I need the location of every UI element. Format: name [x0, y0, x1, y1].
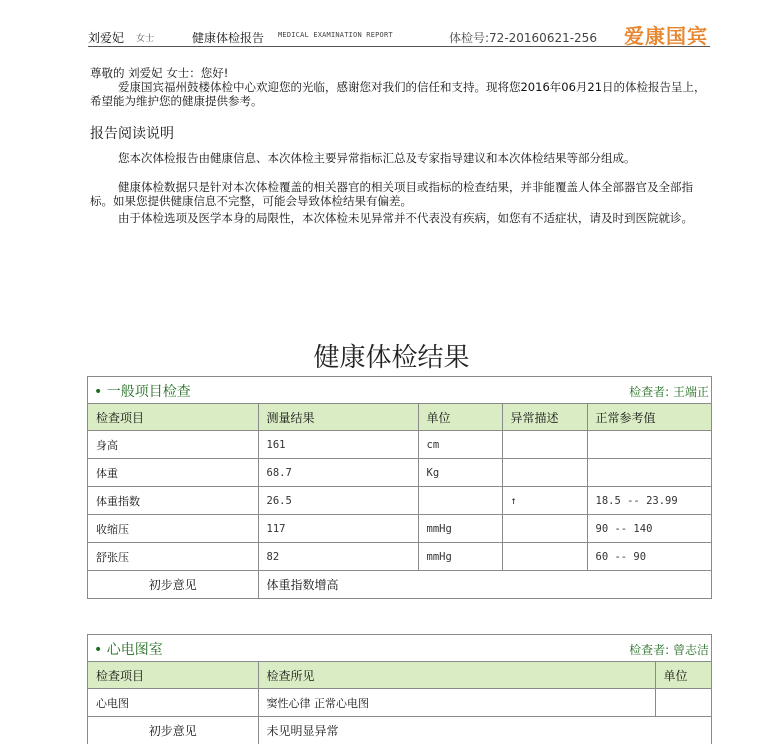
column-header: 检查所见	[258, 662, 655, 689]
results-title: 健康体检结果	[313, 343, 470, 373]
unit	[418, 487, 502, 515]
report-title: 健康体检报告	[192, 31, 265, 45]
measured-value: 82	[258, 543, 418, 571]
unit: Kg	[418, 459, 502, 487]
general-exam-header	[88, 377, 711, 404]
reading-paragraph-2: 健康体检数据只是针对本次体检覆盖的相关器官的相关项目或指标的检查结果，并非能覆盖人体全部器官及全部指标。如果您提供健康信息不完整，可能会导致体检结果有偏差。	[90, 180, 693, 208]
abnormal-flag	[502, 431, 587, 459]
finding: 窦性心律 正常心电图	[258, 689, 655, 717]
abnormal-flag	[502, 543, 587, 571]
ecg-title: • 心电图室	[94, 642, 163, 658]
measured-value: 117	[258, 515, 418, 543]
item-name: 体重	[88, 459, 258, 487]
summary-text: 体重指数增高	[258, 571, 711, 599]
table-row	[88, 689, 711, 717]
unit: mmHg	[418, 543, 502, 571]
brand-logo: 爱康国宾	[624, 24, 708, 48]
table-header-row	[88, 662, 711, 689]
reading-title: 报告阅读说明	[90, 126, 174, 142]
summary-label: 初步意见	[88, 717, 258, 745]
table-row	[88, 431, 711, 459]
table-row	[88, 515, 711, 543]
column-header: 检查项目	[88, 662, 258, 689]
item-name: 心电图	[88, 689, 258, 717]
ecg-table	[88, 662, 711, 744]
item-name: 体重指数	[88, 487, 258, 515]
measured-value: 161	[258, 431, 418, 459]
column-header: 正常参考值	[587, 404, 711, 431]
abnormal-flag	[502, 515, 587, 543]
report-title-en: MEDICAL EXAMINATION REPORT	[278, 31, 393, 39]
greeting-body: 爱康国宾福州鼓楼体检中心欢迎您的光临，感谢您对我们的信任和支持。现将您2016年06月21日的体检报告呈上，希望能为维护您的健康提供参考。	[90, 80, 706, 108]
reference-range: 18.5 -- 23.99	[587, 487, 711, 515]
patient-name: 刘爱妃	[88, 31, 125, 45]
reference-range: 60 -- 90	[587, 543, 711, 571]
table-header-row	[88, 404, 711, 431]
item-name: 身高	[88, 431, 258, 459]
reference-range	[587, 459, 711, 487]
summary-row	[88, 571, 711, 599]
general-exam-title: • 一般项目检查	[94, 384, 191, 400]
exam-number: 体检号:72-20160621-256	[449, 31, 597, 45]
reference-range	[587, 431, 711, 459]
column-header: 测量结果	[258, 404, 418, 431]
ecg-checker: 检查者: 曾志洁	[629, 643, 709, 657]
report-header	[88, 18, 710, 47]
table-row	[88, 543, 711, 571]
column-header: 单位	[655, 662, 711, 689]
reading-paragraph-3: 由于体检选项及医学本身的局限性，本次体检未见异常并不代表没有疾病，如您有不适症状，请及时到医院就诊。	[118, 211, 693, 225]
table-row	[88, 487, 711, 515]
general-exam-table	[88, 404, 711, 598]
abnormal-flag	[502, 459, 587, 487]
item-name: 舒张压	[88, 543, 258, 571]
abnormal-flag: ↑	[502, 487, 587, 515]
measured-value: 26.5	[258, 487, 418, 515]
column-header: 检查项目	[88, 404, 258, 431]
unit: cm	[418, 431, 502, 459]
unit	[655, 689, 711, 717]
column-header: 异常描述	[502, 404, 587, 431]
ecg-header	[88, 635, 711, 662]
table-row	[88, 459, 711, 487]
patient-title: 女士	[136, 34, 155, 44]
summary-text: 未见明显异常	[258, 717, 711, 745]
general-exam-checker: 检查者: 王端正	[629, 385, 709, 399]
measured-value: 68.7	[258, 459, 418, 487]
reference-range: 90 -- 140	[587, 515, 711, 543]
item-name: 收缩压	[88, 515, 258, 543]
summary-label: 初步意见	[88, 571, 258, 599]
reading-paragraph-1: 您本次体检报告由健康信息、本次体检主要异常指标汇总及专家指导建议和本次体检结果等部分组成。	[118, 151, 636, 165]
column-header: 单位	[418, 404, 502, 431]
greeting-line: 尊敬的 刘爱妃 女士：您好!	[90, 66, 229, 80]
ecg-panel	[87, 634, 712, 744]
unit: mmHg	[418, 515, 502, 543]
general-exam-panel	[87, 376, 712, 599]
summary-row	[88, 717, 711, 745]
